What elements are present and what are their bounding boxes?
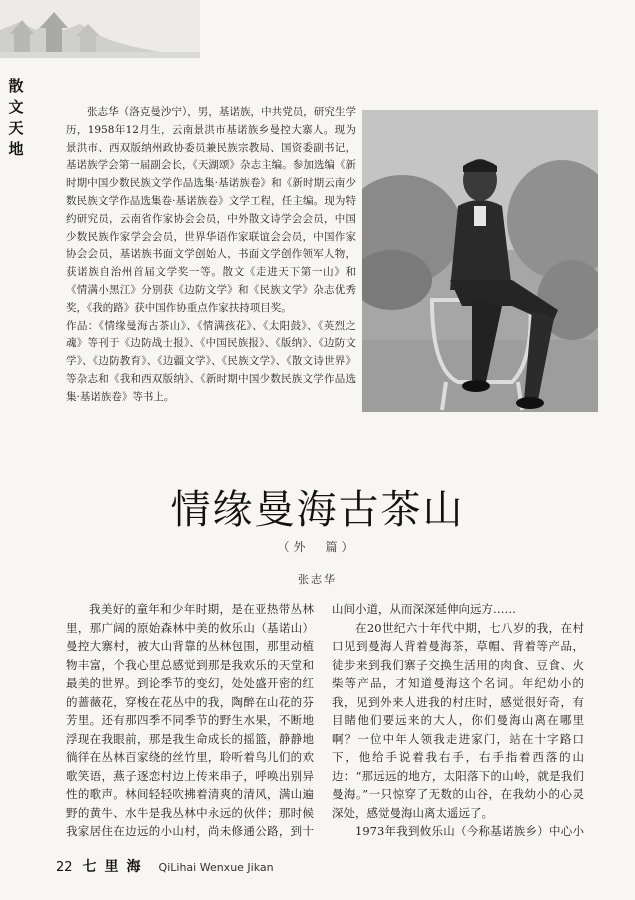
seated-officer-photo-icon [362, 110, 598, 412]
article-paragraph: 山间小道，从而深深延伸向远方…… [332, 602, 516, 616]
article-paragraph: 我美好的童年和少年时期，是在亚热带丛林里，那广阔的原始森林中美的攸乐山（基诺山）曼控大寨村，被大山背靠的丛林包围，那里动植物丰富，个我心里总感觉到那是我欢乐的天堂和最美的世界。到论季节的变幻，处处盛开密的红的蔷薇花，穿梭在花丛中的我，陶醉在山花的芬芳里。还有那四季不同季节的野生水果，不断地浮现在我眼前，那是我生命成长的摇篮，静静地徜徉在丛林百家绕的丝竹里，聆听着鸟儿们的欢歌笑语，燕子逐恋村边上传来串子，呼唤出别异性的歌声。林间轻轻吹拂着清爽的清风，满山遍野的黄牛、水牛是我丛林中永远的伙伴；那时候我家居住在边远的小山村，尚未修通公路，到十 [66, 602, 314, 838]
page-number: 22 [56, 860, 73, 875]
corner-ornament [0, 0, 200, 58]
magazine-name: 七里海 [82, 859, 149, 875]
article-title: 情缘曼海古茶山 [170, 487, 465, 533]
bio-paragraph: 张志华（洛克曼沙宁），男，基诺族，中共党员，研究生学历，1958年12月生，云南景洪市基诺族乡曼控大寨人。现为景洪市、西双版纳州政协委员兼民族宗教局、国资委副书记，基诺族学会第一届副会长，《天湖颂》杂志主编。参加选编《新时期中国少数民族文学作品选集·基诺族卷》和《新时期云南少数民族文学作品选集卷·基诺族卷》文学工程，任主编。现为特约研究员，云南省作家协会会员，中外散文诗学会会员，中国少数民族作家学会会员，世界华语作家联谊会会员，中国作家协会会员，基诺族书面文学创始人，书面文学创作领军人物，获诺族自治州首届文学奖一等。散文《走进天下第一山》和《情满小黑江》分别获《边防文学》和《民族文学》杂志优秀奖，《我的路》获中国作协重点作家扶持项目奖。 [66, 106, 356, 314]
article-column-right [332, 600, 584, 842]
article-paragraph: 1973年我到攸乐山（今称基诺族乡）中心小 [355, 824, 584, 838]
article-paragraph: 在20世纪六十年代中期，七八岁的我，在村口见到曼海人背着曼海茶，草帽、背着等产品，徒步来到我们寨子交换生活用的肉食、豆食、火柴等产品，才知道曼海这个名词。年纪幼小的我，见到外来人进我的村庄时，感觉很好奇，有目睹他们要远来的大人，你们曼海山离在哪里啊？一位中年人领我走进家门，站在十字路口下，他给手说着我右手，右手指着西落的山边：“那远远的地方，太阳落下的山岭，就是我们曼海。”一只惊穿了无数的山谷，在我幼小的心灵深处，感觉曼海山离太遥远了。 [332, 620, 584, 820]
author-photo [362, 110, 598, 412]
page-footer [56, 856, 274, 876]
article-subtitle: （外 篇） [277, 540, 358, 554]
article-column-left [66, 600, 314, 842]
pagoda-silhouette-icon [0, 0, 200, 58]
author-bio [66, 104, 356, 424]
article-author: 张志华 [298, 573, 337, 586]
magazine-pinyin: QiLihai Wenxue Jikan [158, 861, 274, 874]
bio-works: 作品：《情缘曼海古茶山》、《情满孩花》、《太阳鼓》、《英烈之魂》等刊于《边防战士报》、《中国民族报》、《版纳》、《边防文学》、《边防教育》、《边疆文学》、《民族文学》、《散文诗世界》等杂志和《我和西双版纳》、《新时期中国少数民族文学作品选集·基诺族卷》等书上。 [66, 319, 356, 403]
column-label: 散文天地 [8, 77, 24, 158]
